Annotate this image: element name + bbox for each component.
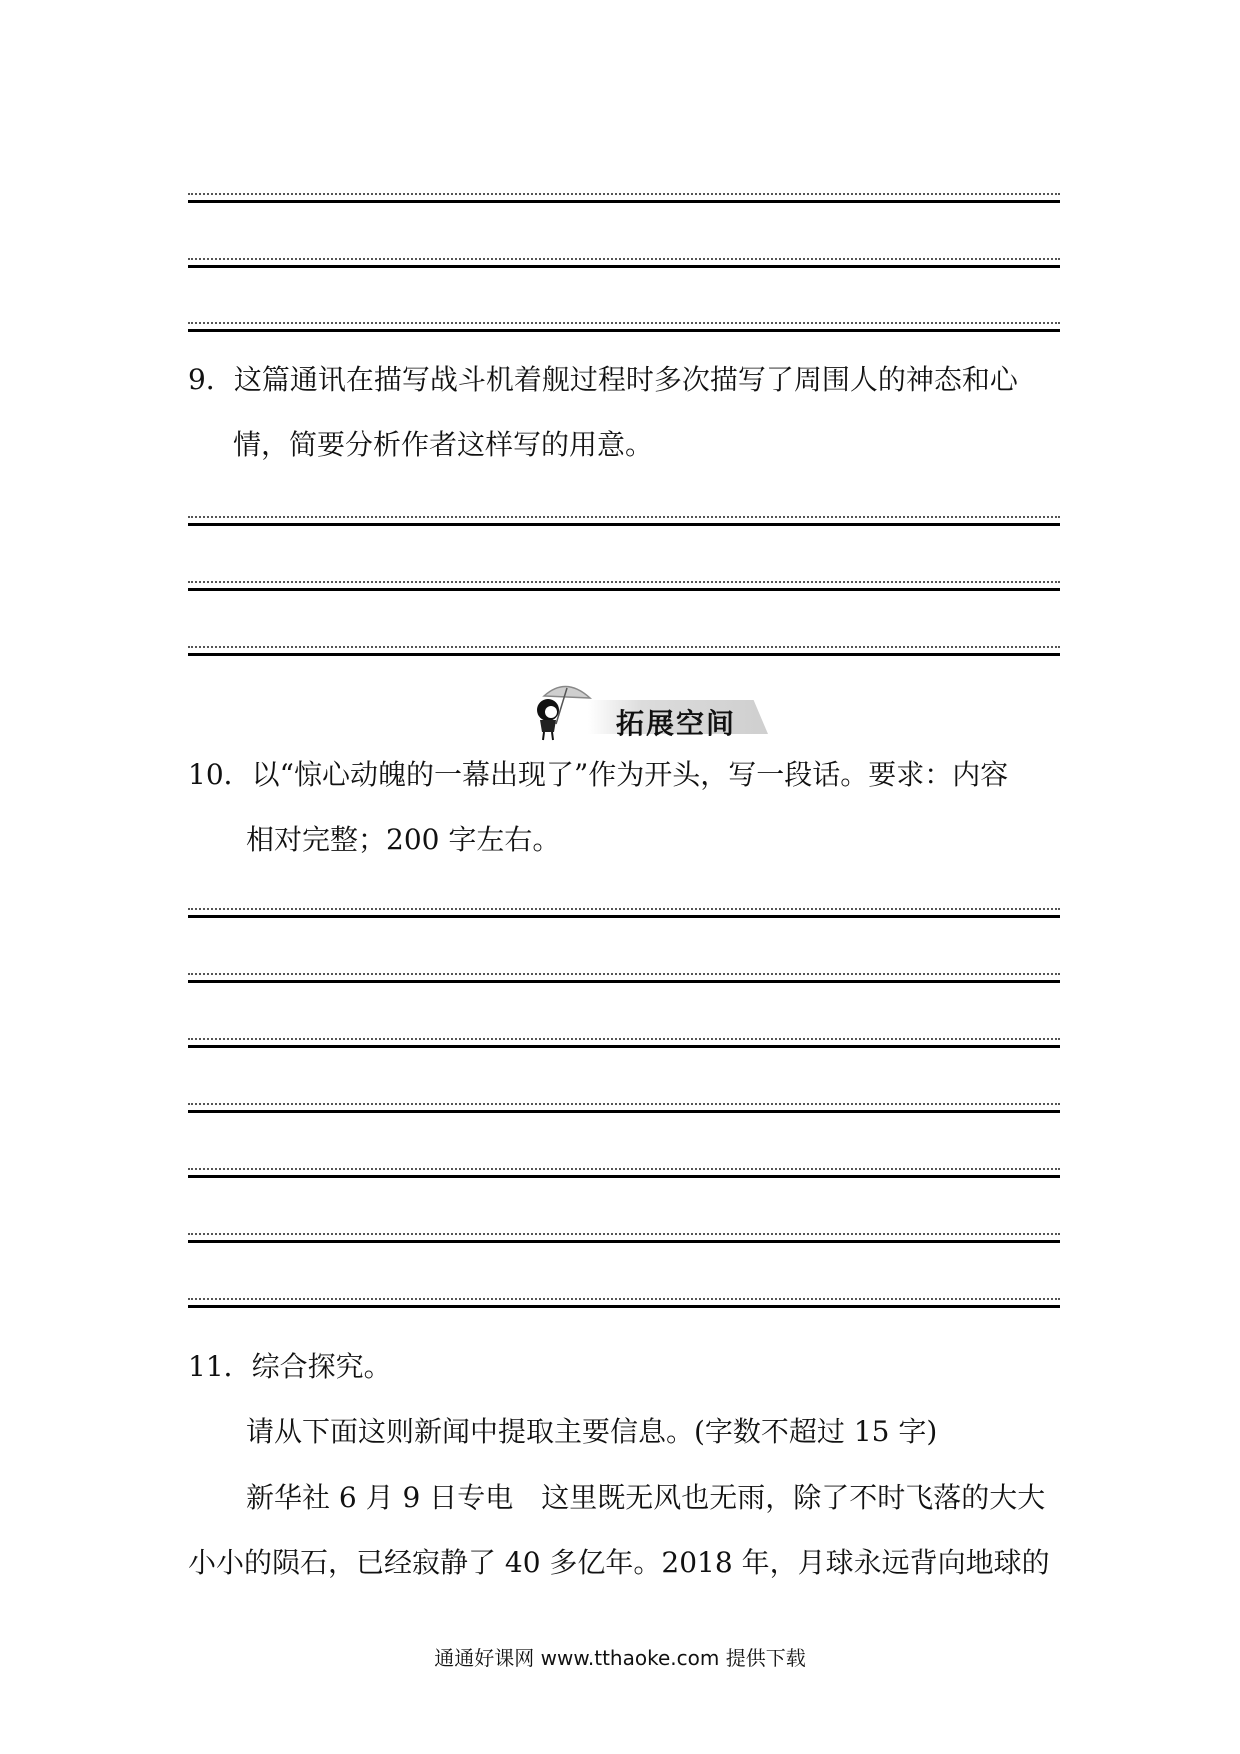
question-9-line-1: 9．这篇通讯在描写战斗机着舰过程时多次描写了周围人的神态和心 bbox=[188, 363, 1018, 396]
answer-line[interactable] bbox=[188, 258, 1060, 272]
news-paragraph-line-2: 小小的陨石，已经寂静了 40 多亿年。2018 年，月球永远背向地球的 bbox=[188, 1546, 1050, 1579]
answer-line[interactable] bbox=[188, 1298, 1060, 1312]
answer-line[interactable] bbox=[188, 908, 1060, 922]
answer-line[interactable] bbox=[188, 973, 1060, 987]
question-10-line-2: 相对完整；200 字左右。 bbox=[246, 823, 561, 856]
news-paragraph-line-1: 新华社 6 月 9 日专电 这里既无风也无雨，除了不时飞落的大大 bbox=[246, 1481, 1046, 1514]
answer-line[interactable] bbox=[188, 516, 1060, 530]
answer-line[interactable] bbox=[188, 193, 1060, 207]
answer-line[interactable] bbox=[188, 646, 1060, 660]
answer-line[interactable] bbox=[188, 1038, 1060, 1052]
answer-line[interactable] bbox=[188, 322, 1060, 336]
answer-line[interactable] bbox=[188, 1233, 1060, 1247]
section-title: 拓展空间 bbox=[616, 707, 737, 740]
girl-with-umbrella-icon bbox=[530, 680, 592, 742]
section-header bbox=[530, 680, 780, 742]
question-11-instruction: 请从下面这则新闻中提取主要信息。(字数不超过 15 字) bbox=[246, 1415, 938, 1448]
question-11-title: 11．综合探究。 bbox=[188, 1350, 392, 1383]
answer-line[interactable] bbox=[188, 581, 1060, 595]
question-10-line-1: 10．以“惊心动魄的一幕出现了”作为开头，写一段话。要求：内容 bbox=[188, 758, 1009, 791]
footer-credit: 通通好课网 www.tthaoke.com 提供下载 bbox=[434, 1646, 806, 1670]
question-9-line-2: 情，简要分析作者这样写的用意。 bbox=[233, 428, 654, 461]
answer-line[interactable] bbox=[188, 1168, 1060, 1182]
answer-line[interactable] bbox=[188, 1103, 1060, 1117]
